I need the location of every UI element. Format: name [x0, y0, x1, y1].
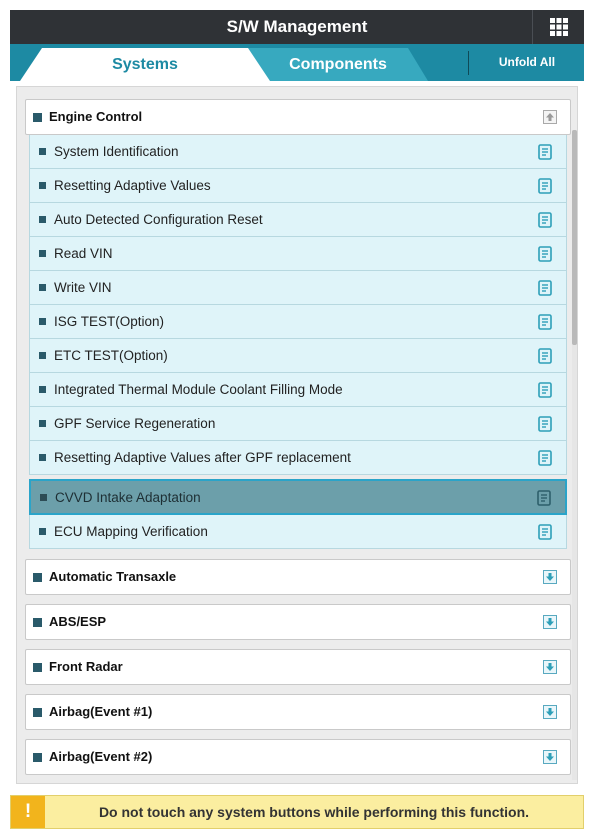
expand-down-icon[interactable] [543, 615, 557, 629]
system-label: Automatic Transaxle [49, 569, 177, 584]
system-label: ABS/ESP [49, 614, 107, 629]
bullet-icon [33, 113, 42, 122]
list-item-resetting-after-gpf[interactable] [29, 441, 567, 475]
bullet-icon [39, 420, 46, 427]
scrollbar-thumb[interactable] [572, 130, 577, 345]
document-icon[interactable] [538, 212, 552, 228]
system-automatic-transaxle[interactable] [25, 559, 571, 595]
grid-icon [549, 17, 569, 37]
list-item-cvvd-intake-adaptation[interactable] [29, 479, 567, 515]
menu-button[interactable] [532, 10, 584, 44]
document-icon[interactable] [538, 524, 552, 540]
system-label: Engine Control [49, 109, 143, 124]
bullet-icon [39, 284, 46, 291]
bullet-icon [39, 216, 46, 223]
system-label: Front Radar [49, 659, 123, 674]
document-icon[interactable] [538, 280, 552, 296]
list-item-auto-detected-configuration-reset[interactable] [29, 203, 567, 237]
list-item-label: ISG TEST(Option) [54, 314, 165, 329]
tab-bar [10, 44, 584, 81]
warning-banner [10, 795, 584, 829]
tab-systems-label: Systems [112, 56, 178, 73]
document-icon[interactable] [537, 490, 551, 506]
list-item-coolant-filling-mode[interactable] [29, 373, 567, 407]
list-item-label: Write VIN [54, 280, 112, 295]
list-item-label: CVVD Intake Adaptation [55, 490, 201, 505]
systems-list [16, 86, 578, 784]
system-engine-control[interactable] [25, 99, 571, 135]
list-item-isg-test[interactable] [29, 305, 567, 339]
title-bar [10, 10, 584, 44]
bullet-icon [33, 573, 42, 582]
list-item-label: System Identification [54, 144, 179, 159]
document-icon[interactable] [538, 246, 552, 262]
list-item-etc-test[interactable] [29, 339, 567, 373]
bullet-icon [39, 318, 46, 325]
warning-text: Do not touch any system buttons while performing this function. [98, 804, 530, 820]
system-label: Airbag(Event #2) [49, 749, 153, 764]
list-item-system-identification[interactable] [29, 135, 567, 169]
document-icon[interactable] [538, 144, 552, 160]
list-item-resetting-adaptive-values[interactable] [29, 169, 567, 203]
list-item-ecu-mapping-verification[interactable] [29, 515, 567, 549]
list-item-label: Resetting Adaptive Values [54, 178, 211, 193]
document-icon[interactable] [538, 178, 552, 194]
bullet-icon [39, 528, 46, 535]
expand-down-icon[interactable] [543, 705, 557, 719]
system-abs-esp[interactable] [25, 604, 571, 640]
list-item-write-vin[interactable] [29, 271, 567, 305]
document-icon[interactable] [538, 348, 552, 364]
bullet-icon [33, 663, 42, 672]
bullet-icon [33, 753, 42, 762]
list-item-label: Auto Detected Configuration Reset [54, 212, 263, 227]
warning-icon: ! [11, 796, 45, 828]
expand-down-icon[interactable] [543, 750, 557, 764]
system-airbag-event-1[interactable] [25, 694, 571, 730]
bullet-icon [33, 708, 42, 717]
page-title: S/W Management [226, 17, 368, 36]
document-icon[interactable] [538, 314, 552, 330]
bullet-icon [39, 182, 46, 189]
bullet-icon [39, 250, 46, 257]
tab-components[interactable] [248, 48, 428, 81]
collapse-up-icon[interactable] [543, 110, 557, 124]
document-icon[interactable] [538, 450, 552, 466]
list-item-label: ECU Mapping Verification [54, 524, 208, 539]
unfold-all-button[interactable]: Unfold All [498, 55, 556, 69]
system-label: Airbag(Event #1) [49, 704, 153, 719]
tab-systems[interactable] [20, 48, 270, 81]
expand-down-icon[interactable] [543, 660, 557, 674]
list-item-label: GPF Service Regeneration [54, 416, 216, 431]
list-item-gpf-service-regeneration[interactable] [29, 407, 567, 441]
bullet-icon [39, 454, 46, 461]
system-front-radar[interactable] [25, 649, 571, 685]
document-icon[interactable] [538, 382, 552, 398]
list-item-label: Read VIN [54, 246, 113, 261]
list-item-label: Resetting Adaptive Values after GPF replacement [54, 450, 351, 465]
bullet-icon [33, 618, 42, 627]
bullet-icon [40, 494, 47, 501]
unfold-separator [468, 51, 469, 75]
expand-down-icon[interactable] [543, 570, 557, 584]
list-item-read-vin[interactable] [29, 237, 567, 271]
tab-components-label: Components [289, 56, 387, 73]
bullet-icon [39, 352, 46, 359]
bullet-icon [39, 148, 46, 155]
list-item-label: ETC TEST(Option) [54, 348, 168, 363]
document-icon[interactable] [538, 416, 552, 432]
bullet-icon [39, 386, 46, 393]
list-item-label: Integrated Thermal Module Coolant Filling Mode [54, 382, 343, 397]
system-airbag-event-2[interactable] [25, 739, 571, 775]
